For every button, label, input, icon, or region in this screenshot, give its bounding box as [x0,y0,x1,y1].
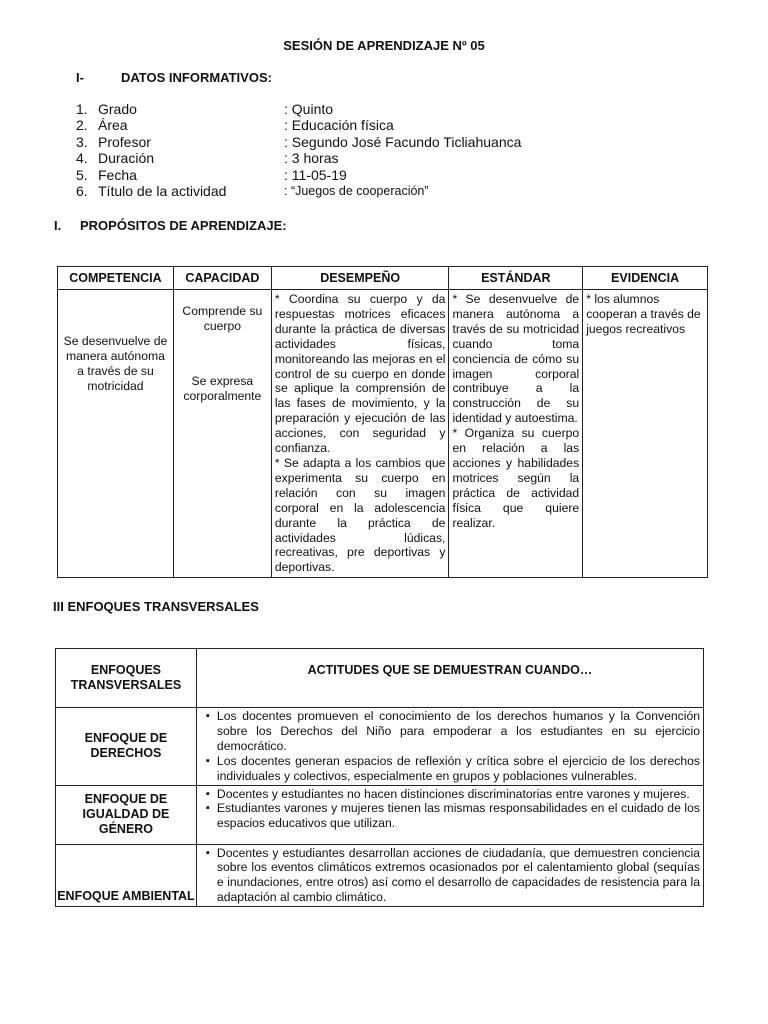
info-num: 5. [76,166,88,183]
attitude-item: ▪ Los docentes promueven el conocimiento de los derechos humanos y la Convención sobre los Derechos del Niño para empoderar a los estudiantes en su ejercicio democrático. [217,709,700,754]
info-label: Duración [98,150,155,167]
cell-capacidad [173,290,271,578]
purposes-row [58,290,708,578]
info-label: Título de la actividad [98,182,227,199]
info-value: : Quinto [284,101,334,117]
enfoques-header-row [56,649,704,708]
header-actitudes: ACTITUDES QUE SE DEMUESTRAN CUANDO… [196,649,703,708]
cell-competencia: Se desenvuelve de manera autónoma a través de su motricidad [58,290,174,578]
section-title-enfoques: III ENFOQUES TRANSVERSALES [53,599,259,614]
attitude-item: ▪ Estudiantes varones y mujeres tienen las mismas responsabilidades en el cuidado de los espacios educativos que utilizan. [217,801,700,831]
info-label: Profesor [98,133,151,150]
enfoque-attitudes [196,708,703,786]
info-value: : Educación física [284,117,394,134]
cell-estandar [449,290,583,578]
info-row-titulo [76,183,636,199]
header-capacidad: CAPACIDAD [173,267,271,290]
info-value: : 3 horas [284,150,339,167]
info-value: : “Juegos de cooperación” [284,183,429,198]
info-num: 6. [76,182,88,199]
info-list [76,101,636,199]
info-row-duracion [76,150,636,166]
purposes-header-row [58,267,708,290]
header-desempeno: DESEMPEÑO [271,267,449,290]
estandar-2: * Organiza su cuerpo en relación a las acciones y habilidades motrices según la práctica de actividad física que quiere realizar. [452,426,580,530]
enfoque-row-ambiental [56,844,704,907]
enfoque-row-genero [56,785,704,844]
info-value: : 11-05-19 [284,166,347,183]
capacidad-1: Comprende su cuerpo [182,304,263,333]
info-row-fecha [76,167,636,183]
purposes-table [57,266,708,578]
enfoque-name: ENFOQUE DE DERECHOS [56,708,197,786]
header-estandar: ESTÁNDAR [449,267,583,290]
attitude-item: ▪ Docentes y estudiantes desarrollan acciones de ciudadanía, que demuestren conciencia sobre los eventos climáticos extremos ocasionados por el calentamiento global (sequías e inundaciones, entre otros) así como el desarrollo de capacidades de resistencia para la adaptación al cambio climático. [217,846,700,906]
header-competencia: COMPETENCIA [58,267,174,290]
info-row-profesor [76,134,636,150]
enfoque-name: ENFOQUE DE IGUALDAD DE GÉNERO [56,785,197,844]
enfoque-attitudes [196,844,703,907]
section-title-datos: DATOS INFORMATIVOS: [121,70,272,85]
estandar-1: * Se desenvuelve de manera autónoma a través de su motricidad cuando toma conciencia de cómo su imagen corporal contribuye a la construcción de su identidad y autoestima. [452,292,580,426]
info-row-grado [76,101,636,117]
enfoque-row-derechos [56,708,704,786]
section-number-propositos: I. [54,218,62,233]
section-title-propositos: PROPÓSITOS DE APRENDIZAJE: [80,218,287,233]
header-evidencia: EVIDENCIA [583,267,708,290]
info-num: 1. [76,101,88,117]
cell-evidencia: * los alumnos cooperan a través de juegos recreativos [583,290,708,578]
info-value: : Segundo José Facundo Ticliahuanca [284,133,522,150]
info-num: 3. [76,133,88,150]
section-number-datos: I- [76,70,84,85]
info-num: 2. [76,117,88,134]
capacidad-2: Se expresa corporalmente [183,373,262,403]
desempeno-1: * Coordina su cuerpo y da respuestas motrices eficaces durante la práctica de diversas actividades físicas, monitoreando las mejoras en el control de su cuerpo en donde se aplique la comprensión de las fases de movimiento, y la preparación y ejecución de las acciones, con seguridad y confianza. [274,292,446,456]
desempeno-2: * Se adapta a los cambios que experimenta su cuerpo en relación con su imagen corporal en la adolescencia durante la práctica de actividades lúdicas, recreativas, pre deportivas y deportivas. [274,455,446,575]
info-row-area [76,117,636,133]
info-label: Área [98,117,128,134]
header-enfoques: ENFOQUES TRANSVERSALES [56,649,197,708]
info-num: 4. [76,150,88,167]
enfoque-name: ENFOQUE AMBIENTAL [56,844,197,907]
attitude-item: ▪ Los docentes generan espacios de reflexión y crítica sobre el ejercicio de los derechos individuales y colectivos, especialmente en grupos y poblaciones vulnerables. [217,754,700,784]
cell-desempeno [271,290,449,578]
enfoques-table [55,648,704,907]
enfoque-attitudes [196,785,703,844]
info-label: Grado [98,101,137,117]
info-label: Fecha [98,166,137,183]
attitude-item: ▪ Docentes y estudiantes no hacen distinciones discriminatorias entre varones y mujeres. [217,787,700,802]
document-title: SESIÓN DE APRENDIZAJE Nº 05 [283,38,485,53]
